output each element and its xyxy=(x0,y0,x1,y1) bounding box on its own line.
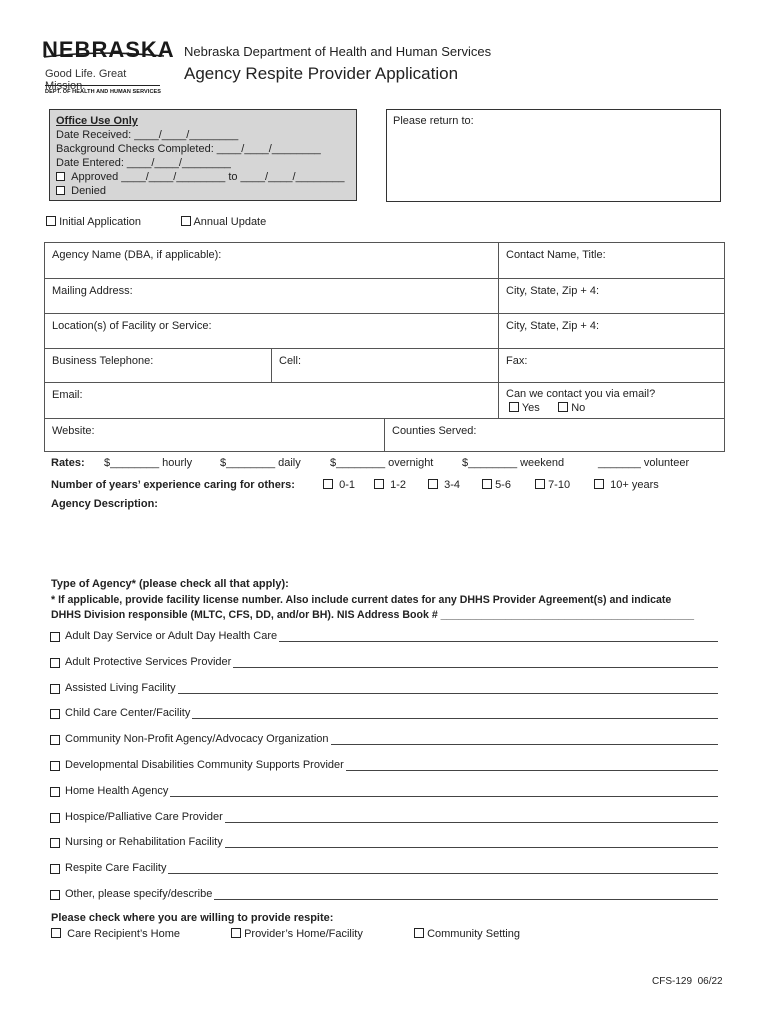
logo-name: NEBRASKA xyxy=(42,37,175,62)
logo-tagline: Good Life. Great Mission. xyxy=(45,68,127,92)
agency-type-option[interactable] xyxy=(50,731,718,745)
agency-name-field[interactable] xyxy=(44,242,498,278)
locations-field[interactable] xyxy=(44,313,498,348)
experience-checkbox[interactable] xyxy=(482,479,492,489)
agency-type-label: Assisted Living Facility xyxy=(65,681,176,694)
experience-option[interactable] xyxy=(482,479,511,491)
agency-type-label: Other, please specify/describe xyxy=(65,888,213,900)
agency-type-option[interactable] xyxy=(50,834,718,848)
email-yes-checkbox[interactable] xyxy=(509,402,519,412)
form-number: CFS-129 06/22 xyxy=(652,976,723,987)
rate-overnight[interactable]: $________ overnight xyxy=(330,457,434,469)
experience-checkbox[interactable] xyxy=(323,479,333,489)
agency-type-checkbox[interactable] xyxy=(50,684,60,694)
agency-type-label: Developmental Disabilities Community Supports Provider xyxy=(65,759,344,771)
email-no-checkbox[interactable] xyxy=(558,402,568,412)
respite-option-label: Provider’s Home/Facility xyxy=(244,928,363,940)
locations-label: Location(s) of Facility or Service: xyxy=(52,320,212,332)
agency-type-detail-line[interactable] xyxy=(331,734,718,745)
department-name: Nebraska Department of Health and Human Services xyxy=(184,44,492,59)
website-label: Website: xyxy=(52,425,95,437)
logo-divider xyxy=(45,85,160,86)
email-no-label: No xyxy=(571,402,586,414)
annual-update-label: Annual Update xyxy=(193,216,267,228)
email-field[interactable] xyxy=(44,382,498,418)
experience-option-label: 5-6 xyxy=(495,479,511,491)
contact-name-field[interactable] xyxy=(498,242,725,278)
counties-served-field[interactable] xyxy=(384,418,725,452)
agency-type-option[interactable] xyxy=(50,680,718,694)
agency-type-checkbox[interactable] xyxy=(50,735,60,745)
agency-type-checkbox[interactable] xyxy=(50,864,60,874)
return-to-label: Please return to: xyxy=(393,115,474,127)
return-to-box[interactable] xyxy=(386,109,721,202)
location-city-field[interactable] xyxy=(498,313,725,348)
experience-option[interactable] xyxy=(535,479,570,491)
agency-type-checkbox[interactable] xyxy=(50,761,60,771)
date-received: Date Received: ____/____/________ xyxy=(56,129,239,141)
fax-field[interactable] xyxy=(498,348,725,382)
experience-option-label: 1-2 xyxy=(390,479,407,491)
agency-type-checkbox[interactable] xyxy=(50,813,60,823)
annual-update-checkbox[interactable] xyxy=(181,216,191,226)
agency-type-detail-line[interactable] xyxy=(225,812,718,823)
mailing-address-field[interactable] xyxy=(44,278,498,313)
respite-option-label: Community Setting xyxy=(427,928,520,940)
agency-type-detail-line[interactable] xyxy=(178,683,718,694)
cell-phone-label: Cell: xyxy=(279,355,302,367)
agency-type-detail-line[interactable] xyxy=(192,708,718,719)
denied-row xyxy=(56,184,350,198)
mailing-address-label: Mailing Address: xyxy=(52,285,133,297)
respite-checkbox[interactable] xyxy=(231,928,241,938)
agency-type-note-1: * If applicable, provide facility license number. Also include current dates for any DHHS Provider Agreement(s) and indicate xyxy=(51,594,672,606)
respite-location-heading: Please check where you are willing to provide respite: xyxy=(51,912,334,924)
agency-type-checkbox[interactable] xyxy=(50,838,60,848)
respite-checkbox[interactable] xyxy=(51,928,61,938)
agency-type-label: Adult Day Service or Adult Day Health Care xyxy=(65,630,278,642)
respite-option-provider-home[interactable] xyxy=(231,928,363,940)
mailing-city-field[interactable] xyxy=(498,278,725,313)
contact-via-email-label: Can we contact you via email? xyxy=(506,388,656,400)
agency-type-checkbox[interactable] xyxy=(50,787,60,797)
agency-name-label: Agency Name (DBA, if applicable): xyxy=(52,249,222,261)
experience-checkbox[interactable] xyxy=(428,479,438,489)
experience-option-label: 3-4 xyxy=(444,479,461,491)
agency-type-detail-line[interactable] xyxy=(233,657,718,668)
agency-type-note-2: DHHS Division responsible (MLTC, CFS, DD, and/or BH). NIS Address Book # ___________________________________________ xyxy=(51,609,695,621)
agency-type-detail-line[interactable] xyxy=(279,631,718,642)
contact-via-email xyxy=(498,382,725,418)
agency-type-label: Respite Care Facility xyxy=(65,862,167,875)
agency-type-label: Adult Protective Services Provider xyxy=(65,655,232,668)
experience-option-label: 7-10 xyxy=(548,479,571,491)
experience-option[interactable] xyxy=(428,479,460,491)
logo-swoosh-icon xyxy=(42,48,167,62)
business-phone-label: Business Telephone: xyxy=(52,355,154,367)
mailing-city-label: City, State, Zip + 4: xyxy=(506,285,600,297)
fax-label: Fax: xyxy=(506,355,528,367)
agency-type-detail-line[interactable] xyxy=(214,889,718,900)
denied-checkbox[interactable] xyxy=(56,186,65,195)
rate-weekend[interactable]: $________ weekend xyxy=(462,457,565,469)
experience-checkbox[interactable] xyxy=(535,479,545,489)
denied-label: Denied xyxy=(71,185,106,197)
rate-hourly[interactable]: $________ hourly xyxy=(104,457,193,469)
agency-type-checkbox[interactable] xyxy=(50,890,60,900)
cell-phone-field[interactable] xyxy=(271,348,498,382)
agency-type-label: Nursing or Rehabilitation Facility xyxy=(65,836,223,849)
agency-type-option[interactable] xyxy=(50,783,718,797)
page-title: Agency Respite Provider Application xyxy=(184,64,459,83)
agency-type-checkbox[interactable] xyxy=(50,632,60,642)
experience-option-label: 0-1 xyxy=(339,479,356,491)
background-checks: Background Checks Completed: ____/____/________ xyxy=(56,143,321,155)
dhhs-logo xyxy=(42,37,175,98)
initial-application-label: Initial Application xyxy=(59,216,142,228)
respite-option-community[interactable] xyxy=(414,928,520,940)
agency-description-area[interactable] xyxy=(51,514,719,572)
agency-type-detail-line[interactable] xyxy=(225,837,718,848)
date-entered: Date Entered: ____/____/________ xyxy=(56,157,231,169)
agency-type-detail-line[interactable] xyxy=(170,786,718,797)
agency-type-label: Home Health Agency xyxy=(65,784,169,797)
agency-type-option[interactable] xyxy=(50,654,718,668)
approved-row xyxy=(56,170,350,184)
respite-option-recipient-home[interactable] xyxy=(51,928,180,940)
experience-option-label: 10+ years xyxy=(610,479,659,491)
respite-checkbox[interactable] xyxy=(414,928,424,938)
agency-type-option[interactable] xyxy=(50,860,718,874)
agency-type-option[interactable] xyxy=(50,886,718,900)
rates-label: Rates: xyxy=(51,457,85,469)
website-field[interactable] xyxy=(44,418,384,452)
approved-label: Approved ____/____/________ to ____/____/________ xyxy=(71,171,345,183)
counties-served-label: Counties Served: xyxy=(392,425,477,437)
agency-description-label: Agency Description: xyxy=(51,498,158,510)
agency-type-detail-line[interactable] xyxy=(346,760,718,771)
agency-info-grid xyxy=(44,242,725,452)
rate-daily[interactable]: $________ daily xyxy=(220,457,301,469)
email-yes-label: Yes xyxy=(521,402,540,414)
business-phone-field[interactable] xyxy=(44,348,271,382)
agency-type-checkbox[interactable] xyxy=(50,709,60,719)
agency-type-label: Child Care Center/Facility xyxy=(65,707,191,720)
respite-option-label: Care Recipient’s Home xyxy=(67,928,181,940)
location-city-label: City, State, Zip + 4: xyxy=(506,320,600,332)
agency-type-checkbox[interactable] xyxy=(50,658,60,668)
office-use-heading: Office Use Only xyxy=(56,115,138,127)
logo-dept: DEPT. OF HEALTH AND HUMAN SERVICES xyxy=(45,89,162,95)
approved-checkbox[interactable] xyxy=(56,172,65,181)
initial-application-checkbox[interactable] xyxy=(46,216,56,226)
rate-volunteer[interactable]: _______ volunteer xyxy=(598,457,690,469)
agency-type-heading: Type of Agency* (please check all that apply): xyxy=(51,578,289,590)
contact-name-label: Contact Name, Title: xyxy=(506,249,606,261)
experience-checkbox[interactable] xyxy=(594,479,604,489)
experience-option[interactable] xyxy=(594,479,659,491)
annual-update-row xyxy=(181,216,266,228)
office-use-box xyxy=(49,109,357,201)
experience-option[interactable] xyxy=(374,479,406,491)
agency-type-label: Hospice/Palliative Care Provider xyxy=(65,810,223,823)
experience-option[interactable] xyxy=(323,479,355,491)
agency-type-option[interactable] xyxy=(50,809,718,823)
agency-type-option[interactable] xyxy=(50,757,718,771)
agency-type-detail-line[interactable] xyxy=(168,863,718,874)
agency-type-option[interactable] xyxy=(50,628,718,642)
agency-type-label: Community Non-Profit Agency/Advocacy Organization xyxy=(65,733,329,746)
application-type-row xyxy=(46,216,141,228)
agency-type-option[interactable] xyxy=(50,705,718,719)
experience-checkbox[interactable] xyxy=(374,479,384,489)
experience-label: Number of years’ experience caring for others: xyxy=(51,479,295,491)
email-label: Email: xyxy=(52,389,83,401)
